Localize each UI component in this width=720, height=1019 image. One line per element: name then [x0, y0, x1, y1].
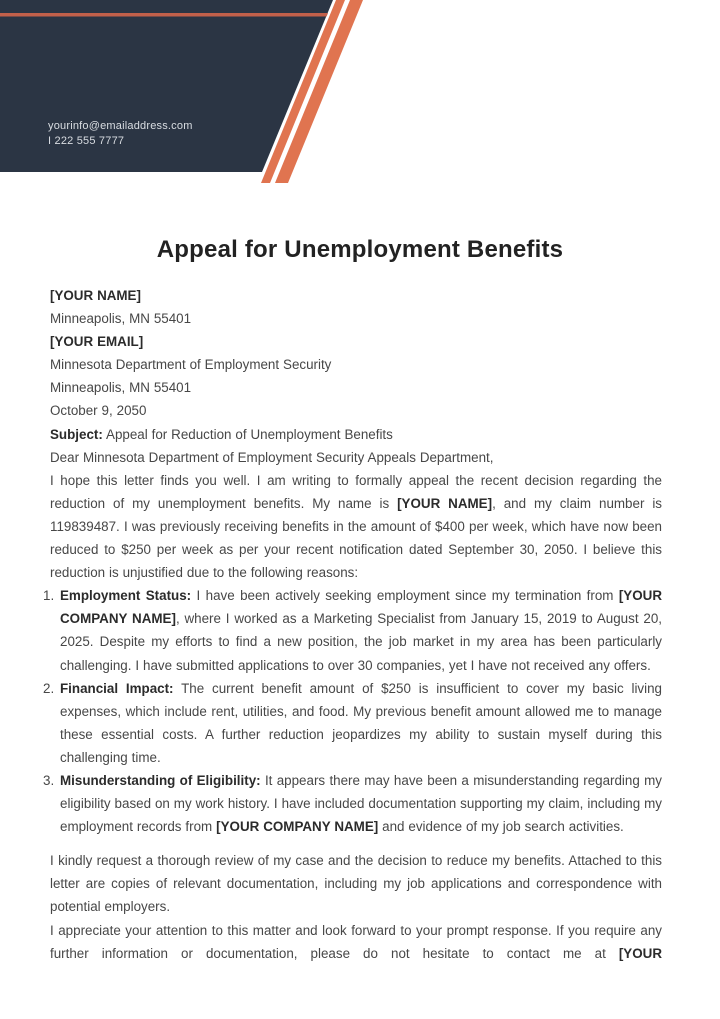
sender-city [50, 307, 662, 330]
recipient-department [50, 353, 662, 376]
list-number: 3. [43, 772, 55, 788]
text-run: It appears there may have been a misunderstanding regarding my eligibility based on my work history. I have included documentation supporting my claim, including my employment records from [60, 772, 662, 835]
orange-accent-line [0, 13, 328, 17]
contact-info [48, 119, 193, 148]
bold-run: [YOUR NAME] [397, 495, 493, 511]
closing-paragraph [50, 919, 662, 965]
contact-email: yourinfo@emailaddress.com [48, 120, 193, 132]
list-item-text [60, 769, 662, 838]
date-line [50, 399, 662, 422]
bold-run: [YOUR COMPANY NAME] [60, 588, 662, 627]
reason-eligibility [43, 769, 662, 838]
sender-email [50, 330, 662, 353]
request-paragraph [50, 849, 662, 918]
letter-body [43, 284, 663, 965]
salutation [50, 446, 662, 469]
list-number: 2. [43, 680, 55, 696]
text-run: The current benefit amount of $250 is insufficient to cover my basic living expenses, which include rent, utilities, and food. My previous benefit amount allowed me to manage these essential costs. A further reduction jeopardizes my ability to sustain myself during this challenging time. [60, 680, 662, 765]
bold-run: [YOUR [618, 945, 662, 961]
text-run: , and my claim number is 119839487. I was previously receiving benefits in the amount of $400 per week, which have now been reduced to $250 per week as per your recent notification dated September 30, 2050. I believe this reduction is unjustified due to the following reasons: [50, 495, 663, 581]
page-title: Appeal for Unemployment Benefits [156, 236, 564, 263]
subject-line [50, 423, 662, 446]
list-item-text [60, 584, 662, 676]
reason-financial-impact [43, 677, 662, 769]
bold-run: Financial Impact: [60, 680, 174, 696]
text-run: I kindly request a thorough review of my case and the decision to reduce my benefits. Attached to this letter are copies of relevant documentation, including my job applications and correspondence with potential employers. [50, 853, 662, 915]
text-run: Minneapolis, MN 55401 [50, 311, 192, 327]
list-number: 1. [43, 588, 55, 604]
contact-phone: I 222 555 7777 [48, 134, 125, 147]
bold-run: Subject: [50, 426, 103, 442]
bold-run: [YOUR COMPANY NAME] [216, 819, 379, 835]
reason-employment-status [43, 584, 662, 676]
intro-paragraph [50, 469, 662, 584]
text-run: Minnesota Department of Employment Security [50, 357, 332, 373]
text-run: I appreciate your attention to this matter and look forward to your prompt response. If you require any further information or documentation, please do not hesitate to contact me at [50, 922, 662, 961]
text-run: Appeal for Reduction of Unemployment Benefits [102, 426, 393, 442]
text-run: Dear Minnesota Department of Employment Security Appeals Department, [50, 449, 494, 465]
bold-run: Employment Status: [60, 588, 192, 604]
sender-name [50, 284, 662, 307]
letterhead [0, 0, 720, 190]
text-run: Minneapolis, MN 55401 [50, 380, 192, 396]
list-item-text [60, 677, 662, 769]
text-run: I hope this letter finds you well. I am writing to formally appeal the recent decision regarding the reduction of my unemployment benefits. My name is [50, 472, 662, 511]
text-run: , where I worked as a Marketing Specialist from January 15, 2019 to August 20, 2025. Despite my efforts to find a new position, the job market in my area has been particularly challenging. I have submitted applications to over 30 companies, yet I have not received any offers. [60, 611, 662, 673]
text-run: and evidence of my job search activities. [378, 819, 624, 835]
recipient-city [50, 376, 662, 399]
bold-run: [YOUR NAME] [50, 288, 141, 303]
text-run: I have been actively seeking employment since my termination from [191, 588, 619, 604]
bold-run: Misunderstanding of Eligibility: [60, 772, 261, 788]
text-run: October 9, 2050 [50, 403, 147, 419]
brand-block [520, 0, 720, 160]
bold-run: [YOUR EMAIL] [50, 334, 144, 350]
